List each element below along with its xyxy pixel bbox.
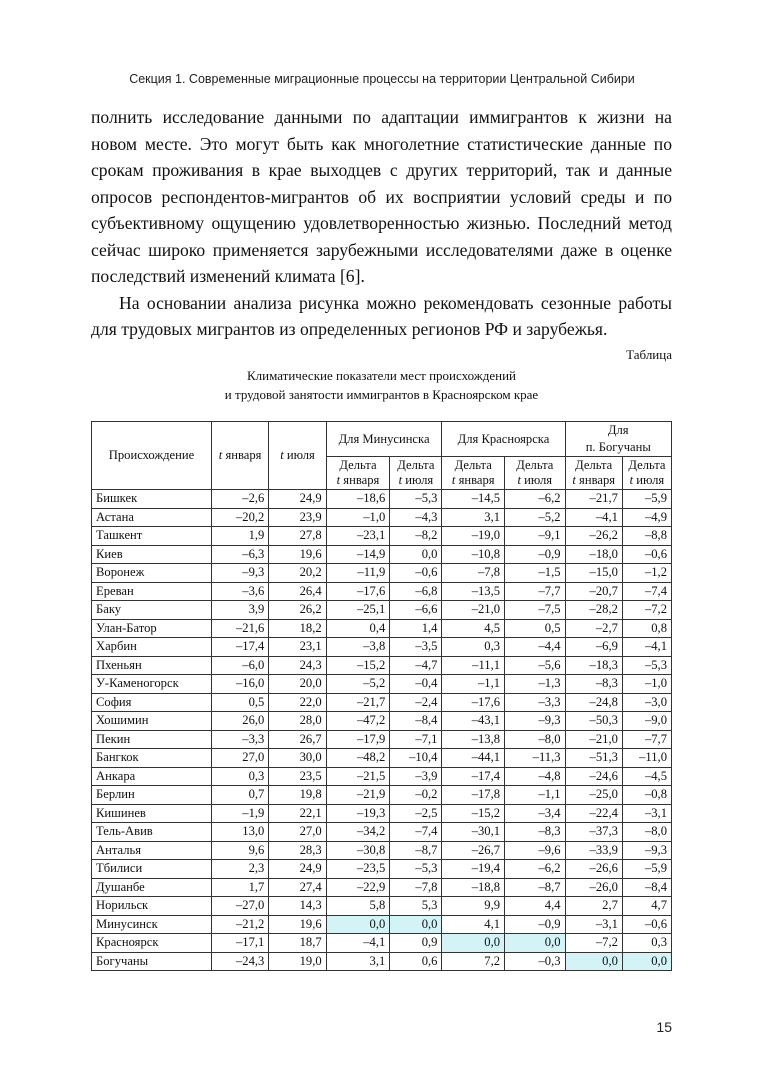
cell-origin: Улан-Батор bbox=[92, 619, 212, 638]
cell-origin: Хошимин bbox=[92, 712, 212, 731]
cell-b-jan: 2,7 bbox=[565, 897, 622, 916]
cell-m-jan: –17,6 bbox=[326, 582, 390, 601]
cell-t-jan: 1,7 bbox=[211, 878, 268, 897]
table-row bbox=[92, 545, 672, 564]
cell-origin: София bbox=[92, 693, 212, 712]
cell-origin: Минусинск bbox=[92, 915, 212, 934]
page-number: 15 bbox=[656, 1019, 672, 1035]
header-group-minusinsk: Для Минусинска bbox=[326, 422, 442, 457]
header-t-july: t июля bbox=[269, 422, 326, 490]
cell-k-jul: –8,7 bbox=[505, 878, 566, 897]
cell-b-jan: –37,3 bbox=[565, 823, 622, 842]
cell-k-jan: –30,1 bbox=[442, 823, 505, 842]
cell-m-jan: 0,0 bbox=[326, 915, 390, 934]
cell-m-jul: –2,4 bbox=[390, 693, 442, 712]
cell-b-jul: –4,5 bbox=[622, 767, 671, 786]
cell-b-jan: –26,6 bbox=[565, 860, 622, 879]
table-row bbox=[92, 656, 672, 675]
cell-k-jan: –15,2 bbox=[442, 804, 505, 823]
cell-b-jul: –5,3 bbox=[622, 656, 671, 675]
cell-t-jul: 26,4 bbox=[269, 582, 326, 601]
cell-k-jan: 0,3 bbox=[442, 638, 505, 657]
cell-k-jan: 3,1 bbox=[442, 508, 505, 527]
cell-t-jul: 20,2 bbox=[269, 564, 326, 583]
cell-m-jan: –21,9 bbox=[326, 786, 390, 805]
cell-k-jul: –8,0 bbox=[505, 730, 566, 749]
cell-m-jan: –34,2 bbox=[326, 823, 390, 842]
cell-m-jan: –17,9 bbox=[326, 730, 390, 749]
cell-origin: Бангкок bbox=[92, 749, 212, 768]
table-row bbox=[92, 490, 672, 509]
cell-m-jan: –18,6 bbox=[326, 490, 390, 509]
subheader-delta bbox=[505, 457, 566, 490]
cell-t-jul: 19,6 bbox=[269, 915, 326, 934]
subheader-period: t января bbox=[336, 473, 380, 487]
table-row bbox=[92, 804, 672, 823]
cell-b-jul: 0,3 bbox=[622, 934, 671, 953]
table-row bbox=[92, 508, 672, 527]
header-group-boguchany-line: п. Богучаны bbox=[585, 440, 651, 454]
cell-m-jan: –11,9 bbox=[326, 564, 390, 583]
table-row bbox=[92, 749, 672, 768]
cell-k-jul: –9,6 bbox=[505, 841, 566, 860]
cell-k-jan: –7,8 bbox=[442, 564, 505, 583]
cell-t-jan: –3,6 bbox=[211, 582, 268, 601]
header-t-january-text: января bbox=[225, 448, 262, 462]
cell-origin: Тель-Авив bbox=[92, 823, 212, 842]
cell-t-jan: –21,6 bbox=[211, 619, 268, 638]
cell-t-jan: –2,6 bbox=[211, 490, 268, 509]
cell-origin: Ереван bbox=[92, 582, 212, 601]
table-row bbox=[92, 712, 672, 731]
cell-k-jan: 0,0 bbox=[442, 934, 505, 953]
cell-k-jul: –6,2 bbox=[505, 490, 566, 509]
cell-m-jul: –0,4 bbox=[390, 675, 442, 694]
cell-m-jan: –22,9 bbox=[326, 878, 390, 897]
header-group-boguchany bbox=[565, 422, 671, 457]
subheader-period: t января bbox=[451, 473, 495, 487]
cell-m-jan: –15,2 bbox=[326, 656, 390, 675]
cell-k-jan: –1,1 bbox=[442, 675, 505, 694]
cell-t-jul: 18,2 bbox=[269, 619, 326, 638]
cell-t-jul: 26,2 bbox=[269, 601, 326, 620]
cell-t-jan: 2,3 bbox=[211, 860, 268, 879]
cell-origin: Тбилиси bbox=[92, 860, 212, 879]
cell-origin: Харбин bbox=[92, 638, 212, 657]
cell-b-jul: –0,6 bbox=[622, 915, 671, 934]
cell-t-jan: 0,3 bbox=[211, 767, 268, 786]
cell-t-jan: 3,9 bbox=[211, 601, 268, 620]
cell-b-jul: –5,9 bbox=[622, 860, 671, 879]
cell-m-jul: –8,2 bbox=[390, 527, 442, 546]
cell-m-jan: –30,8 bbox=[326, 841, 390, 860]
cell-origin: У-Каменогорск bbox=[92, 675, 212, 694]
subheader-delta bbox=[390, 457, 442, 490]
cell-m-jul: 1,4 bbox=[390, 619, 442, 638]
table-body bbox=[92, 490, 672, 971]
cell-k-jan: –17,8 bbox=[442, 786, 505, 805]
cell-t-jan: 27,0 bbox=[211, 749, 268, 768]
cell-t-jan: –6,0 bbox=[211, 656, 268, 675]
header-t-july-text: июля bbox=[286, 448, 315, 462]
cell-t-jan: –21,2 bbox=[211, 915, 268, 934]
subheader-period: t июля bbox=[629, 473, 665, 487]
cell-b-jan: –26,2 bbox=[565, 527, 622, 546]
table-row bbox=[92, 878, 672, 897]
cell-m-jan: –23,1 bbox=[326, 527, 390, 546]
cell-b-jan: –24,8 bbox=[565, 693, 622, 712]
table-label: Таблица bbox=[626, 347, 672, 362]
cell-m-jan: –21,5 bbox=[326, 767, 390, 786]
cell-t-jul: 19,8 bbox=[269, 786, 326, 805]
subheader-delta bbox=[326, 457, 390, 490]
cell-m-jan: –48,2 bbox=[326, 749, 390, 768]
table-row bbox=[92, 767, 672, 786]
cell-b-jul: –9,3 bbox=[622, 841, 671, 860]
cell-k-jan: 7,2 bbox=[442, 952, 505, 971]
cell-m-jul: –4,3 bbox=[390, 508, 442, 527]
subheader-delta-word: Дельта bbox=[575, 458, 613, 472]
table-row bbox=[92, 934, 672, 953]
cell-m-jan: –14,9 bbox=[326, 545, 390, 564]
cell-b-jul: –1,0 bbox=[622, 675, 671, 694]
subheader-delta-word: Дельта bbox=[339, 458, 377, 472]
cell-b-jan: –4,1 bbox=[565, 508, 622, 527]
cell-t-jan: –16,0 bbox=[211, 675, 268, 694]
cell-b-jan: –20,7 bbox=[565, 582, 622, 601]
cell-t-jan: –6,3 bbox=[211, 545, 268, 564]
cell-origin: Киев bbox=[92, 545, 212, 564]
cell-b-jul: –3,0 bbox=[622, 693, 671, 712]
cell-origin: Кишинев bbox=[92, 804, 212, 823]
cell-b-jul: –8,8 bbox=[622, 527, 671, 546]
cell-m-jul: 0,0 bbox=[390, 915, 442, 934]
cell-k-jul: –3,4 bbox=[505, 804, 566, 823]
cell-b-jul: –8,4 bbox=[622, 878, 671, 897]
cell-b-jul: –0,8 bbox=[622, 786, 671, 805]
cell-k-jul: –0,9 bbox=[505, 915, 566, 934]
cell-b-jan: –50,3 bbox=[565, 712, 622, 731]
cell-b-jul: –4,9 bbox=[622, 508, 671, 527]
cell-t-jul: 18,7 bbox=[269, 934, 326, 953]
cell-m-jan: –5,2 bbox=[326, 675, 390, 694]
table-row bbox=[92, 860, 672, 879]
cell-k-jan: –10,8 bbox=[442, 545, 505, 564]
cell-k-jul: –9,1 bbox=[505, 527, 566, 546]
cell-b-jul: –1,2 bbox=[622, 564, 671, 583]
climate-table bbox=[91, 421, 672, 971]
subheader-delta-word: Дельта bbox=[454, 458, 492, 472]
cell-b-jan: –15,0 bbox=[565, 564, 622, 583]
cell-t-jan: –3,3 bbox=[211, 730, 268, 749]
cell-t-jul: 24,9 bbox=[269, 860, 326, 879]
cell-origin: Душанбе bbox=[92, 878, 212, 897]
cell-b-jan: –26,0 bbox=[565, 878, 622, 897]
cell-t-jul: 23,5 bbox=[269, 767, 326, 786]
cell-b-jan: –3,1 bbox=[565, 915, 622, 934]
cell-k-jan: –11,1 bbox=[442, 656, 505, 675]
cell-m-jan: 5,8 bbox=[326, 897, 390, 916]
cell-b-jul: –8,0 bbox=[622, 823, 671, 842]
cell-m-jul: –10,4 bbox=[390, 749, 442, 768]
table-title bbox=[91, 366, 672, 404]
cell-m-jan: –21,7 bbox=[326, 693, 390, 712]
cell-b-jan: –25,0 bbox=[565, 786, 622, 805]
cell-k-jul: –6,2 bbox=[505, 860, 566, 879]
cell-t-jul: 24,9 bbox=[269, 490, 326, 509]
cell-t-jul: 26,7 bbox=[269, 730, 326, 749]
cell-t-jul: 27,0 bbox=[269, 823, 326, 842]
subheader-delta bbox=[442, 457, 505, 490]
cell-b-jul: –0,6 bbox=[622, 545, 671, 564]
cell-k-jul: –7,5 bbox=[505, 601, 566, 620]
cell-t-jan: –17,4 bbox=[211, 638, 268, 657]
cell-k-jan: 9,9 bbox=[442, 897, 505, 916]
header-group-krasnoyarsk: Для Красноярска bbox=[442, 422, 565, 457]
table-row bbox=[92, 638, 672, 657]
cell-m-jan: –47,2 bbox=[326, 712, 390, 731]
cell-b-jan: –8,3 bbox=[565, 675, 622, 694]
cell-t-jan: 0,7 bbox=[211, 786, 268, 805]
cell-origin: Норильск bbox=[92, 897, 212, 916]
cell-m-jul: 0,0 bbox=[390, 545, 442, 564]
cell-m-jul: 0,9 bbox=[390, 934, 442, 953]
cell-t-jul: 22,0 bbox=[269, 693, 326, 712]
cell-origin: Бишкек bbox=[92, 490, 212, 509]
cell-m-jul: –6,8 bbox=[390, 582, 442, 601]
cell-b-jul: 0,0 bbox=[622, 952, 671, 971]
cell-k-jan: –17,6 bbox=[442, 693, 505, 712]
cell-k-jan: –13,5 bbox=[442, 582, 505, 601]
cell-k-jan: –14,5 bbox=[442, 490, 505, 509]
cell-b-jan: –21,0 bbox=[565, 730, 622, 749]
cell-b-jan: –18,0 bbox=[565, 545, 622, 564]
cell-m-jan: –23,5 bbox=[326, 860, 390, 879]
cell-b-jan: –24,6 bbox=[565, 767, 622, 786]
running-header: Секция 1. Современные миграционные процессы на территории Центральной Сибири bbox=[129, 72, 635, 86]
cell-k-jul: –1,3 bbox=[505, 675, 566, 694]
subheader-period: t июля bbox=[398, 473, 434, 487]
cell-origin: Анталья bbox=[92, 841, 212, 860]
cell-k-jul: –5,6 bbox=[505, 656, 566, 675]
subheader-delta bbox=[565, 457, 622, 490]
cell-k-jul: –5,2 bbox=[505, 508, 566, 527]
cell-b-jul: –9,0 bbox=[622, 712, 671, 731]
table-row bbox=[92, 693, 672, 712]
cell-m-jul: –3,9 bbox=[390, 767, 442, 786]
cell-origin: Красноярск bbox=[92, 934, 212, 953]
cell-m-jan: –1,0 bbox=[326, 508, 390, 527]
table-row bbox=[92, 564, 672, 583]
subheader-delta-word: Дельта bbox=[628, 458, 666, 472]
cell-m-jul: –2,5 bbox=[390, 804, 442, 823]
cell-k-jul: –11,3 bbox=[505, 749, 566, 768]
cell-k-jan: –17,4 bbox=[442, 767, 505, 786]
paragraph: На основании анализа рисунка можно рекомендовать сезонные работы для трудовых мигрантов из определенных регионов РФ и зарубежья. bbox=[91, 292, 672, 339]
cell-origin: Берлин bbox=[92, 786, 212, 805]
cell-k-jul: –1,5 bbox=[505, 564, 566, 583]
table-row bbox=[92, 823, 672, 842]
table-row bbox=[92, 730, 672, 749]
cell-t-jul: 22,1 bbox=[269, 804, 326, 823]
cell-origin: Богучаны bbox=[92, 952, 212, 971]
cell-m-jul: –0,2 bbox=[390, 786, 442, 805]
cell-origin: Воронеж bbox=[92, 564, 212, 583]
cell-m-jul: –8,4 bbox=[390, 712, 442, 731]
cell-m-jul: 5,3 bbox=[390, 897, 442, 916]
cell-b-jan: –21,7 bbox=[565, 490, 622, 509]
cell-b-jul: 4,7 bbox=[622, 897, 671, 916]
cell-b-jul: 0,8 bbox=[622, 619, 671, 638]
table-row bbox=[92, 915, 672, 934]
cell-b-jul: –11,0 bbox=[622, 749, 671, 768]
cell-k-jul: –0,3 bbox=[505, 952, 566, 971]
cell-b-jan: –51,3 bbox=[565, 749, 622, 768]
cell-m-jul: –0,6 bbox=[390, 564, 442, 583]
cell-k-jul: –0,9 bbox=[505, 545, 566, 564]
cell-k-jul: 0,0 bbox=[505, 934, 566, 953]
cell-k-jan: –19,0 bbox=[442, 527, 505, 546]
cell-m-jul: –8,7 bbox=[390, 841, 442, 860]
cell-b-jan: –22,4 bbox=[565, 804, 622, 823]
table-title-line: Климатические показатели мест происхождений bbox=[246, 368, 517, 383]
cell-t-jan: 0,5 bbox=[211, 693, 268, 712]
cell-k-jul: –3,3 bbox=[505, 693, 566, 712]
cell-origin: Ташкент bbox=[92, 527, 212, 546]
cell-k-jul: –9,3 bbox=[505, 712, 566, 731]
table-row bbox=[92, 897, 672, 916]
cell-b-jul: –7,2 bbox=[622, 601, 671, 620]
table-row bbox=[92, 527, 672, 546]
cell-k-jan: 4,5 bbox=[442, 619, 505, 638]
cell-b-jan: –7,2 bbox=[565, 934, 622, 953]
cell-t-jul: 14,3 bbox=[269, 897, 326, 916]
cell-m-jul: –7,4 bbox=[390, 823, 442, 842]
cell-origin: Астана bbox=[92, 508, 212, 527]
subheader-delta bbox=[622, 457, 671, 490]
cell-k-jan: 4,1 bbox=[442, 915, 505, 934]
cell-m-jul: 0,6 bbox=[390, 952, 442, 971]
table-row bbox=[92, 675, 672, 694]
header-group-boguchany-line: Для bbox=[607, 423, 629, 437]
cell-t-jul: 23,9 bbox=[269, 508, 326, 527]
cell-t-jan: –17,1 bbox=[211, 934, 268, 953]
cell-t-jul: 30,0 bbox=[269, 749, 326, 768]
cell-m-jul: –4,7 bbox=[390, 656, 442, 675]
cell-m-jan: –3,8 bbox=[326, 638, 390, 657]
table-row bbox=[92, 582, 672, 601]
cell-m-jul: –7,1 bbox=[390, 730, 442, 749]
cell-k-jul: –1,1 bbox=[505, 786, 566, 805]
cell-b-jan: –33,9 bbox=[565, 841, 622, 860]
cell-t-jul: 20,0 bbox=[269, 675, 326, 694]
header-t-january: t января bbox=[211, 422, 268, 490]
table-row bbox=[92, 619, 672, 638]
subheader-period: t января bbox=[572, 473, 616, 487]
cell-origin: Пхеньян bbox=[92, 656, 212, 675]
cell-t-jan: 9,6 bbox=[211, 841, 268, 860]
cell-b-jul: –3,1 bbox=[622, 804, 671, 823]
cell-b-jul: –7,4 bbox=[622, 582, 671, 601]
cell-k-jan: –19,4 bbox=[442, 860, 505, 879]
cell-t-jul: 27,4 bbox=[269, 878, 326, 897]
subheader-period: t июля bbox=[517, 473, 553, 487]
cell-k-jan: –13,8 bbox=[442, 730, 505, 749]
cell-b-jan: –28,2 bbox=[565, 601, 622, 620]
table-row bbox=[92, 601, 672, 620]
table-row bbox=[92, 952, 672, 971]
cell-m-jan: –25,1 bbox=[326, 601, 390, 620]
cell-m-jul: –7,8 bbox=[390, 878, 442, 897]
cell-m-jul: –3,5 bbox=[390, 638, 442, 657]
cell-k-jul: –8,3 bbox=[505, 823, 566, 842]
cell-m-jul: –5,3 bbox=[390, 860, 442, 879]
cell-k-jul: –4,8 bbox=[505, 767, 566, 786]
cell-t-jan: 1,9 bbox=[211, 527, 268, 546]
cell-t-jul: 28,0 bbox=[269, 712, 326, 731]
cell-m-jul: –6,6 bbox=[390, 601, 442, 620]
cell-k-jan: –44,1 bbox=[442, 749, 505, 768]
cell-k-jan: –21,0 bbox=[442, 601, 505, 620]
cell-b-jan: –18,3 bbox=[565, 656, 622, 675]
cell-t-jan: 26,0 bbox=[211, 712, 268, 731]
paragraph: полнить исследование данными по адаптации иммигрантов к жизни на новом месте. Это могут быть как многолетние статистические данные по срокам проживания в крае выходцев с других территорий, так и данные опросов респондентов-мигрантов об их восприятии условий среды и по субъективному ощущению удовлетворенностью жизнью. Последний метод сейчас широко применяется зарубежными исследователями даже в оценке последствий изменений климата [6]. bbox=[91, 107, 672, 286]
cell-t-jul: 27,8 bbox=[269, 527, 326, 546]
cell-k-jul: –7,7 bbox=[505, 582, 566, 601]
cell-m-jan: –4,1 bbox=[326, 934, 390, 953]
cell-b-jul: –4,1 bbox=[622, 638, 671, 657]
cell-t-jul: 19,6 bbox=[269, 545, 326, 564]
cell-t-jul: 19,0 bbox=[269, 952, 326, 971]
cell-k-jan: –18,8 bbox=[442, 878, 505, 897]
cell-m-jul: –5,3 bbox=[390, 490, 442, 509]
cell-b-jul: –5,9 bbox=[622, 490, 671, 509]
subheader-delta-word: Дельта bbox=[516, 458, 554, 472]
cell-t-jan: –24,3 bbox=[211, 952, 268, 971]
cell-t-jan: 13,0 bbox=[211, 823, 268, 842]
cell-t-jan: –9,3 bbox=[211, 564, 268, 583]
cell-origin: Пекин bbox=[92, 730, 212, 749]
cell-b-jul: –7,7 bbox=[622, 730, 671, 749]
table-row bbox=[92, 841, 672, 860]
cell-k-jul: 0,5 bbox=[505, 619, 566, 638]
cell-t-jul: 24,3 bbox=[269, 656, 326, 675]
cell-origin: Анкара bbox=[92, 767, 212, 786]
cell-t-jan: –20,2 bbox=[211, 508, 268, 527]
table-row bbox=[92, 786, 672, 805]
cell-k-jan: –43,1 bbox=[442, 712, 505, 731]
subheader-delta-word: Дельта bbox=[397, 458, 435, 472]
table-title-line: и трудовой занятости иммигрантов в Красноярском крае bbox=[224, 387, 539, 402]
cell-t-jan: –1,9 bbox=[211, 804, 268, 823]
cell-b-jan: 0,0 bbox=[565, 952, 622, 971]
cell-m-jan: 0,4 bbox=[326, 619, 390, 638]
cell-k-jul: 4,4 bbox=[505, 897, 566, 916]
cell-t-jan: –27,0 bbox=[211, 897, 268, 916]
cell-m-jan: –19,3 bbox=[326, 804, 390, 823]
cell-t-jul: 23,1 bbox=[269, 638, 326, 657]
cell-b-jan: –2,7 bbox=[565, 619, 622, 638]
cell-b-jan: –6,9 bbox=[565, 638, 622, 657]
cell-origin: Баку bbox=[92, 601, 212, 620]
cell-k-jul: –4,4 bbox=[505, 638, 566, 657]
header-origin: Происхождение bbox=[92, 422, 212, 490]
cell-m-jan: 3,1 bbox=[326, 952, 390, 971]
cell-t-jul: 28,3 bbox=[269, 841, 326, 860]
body-text bbox=[91, 104, 672, 343]
cell-k-jan: –26,7 bbox=[442, 841, 505, 860]
